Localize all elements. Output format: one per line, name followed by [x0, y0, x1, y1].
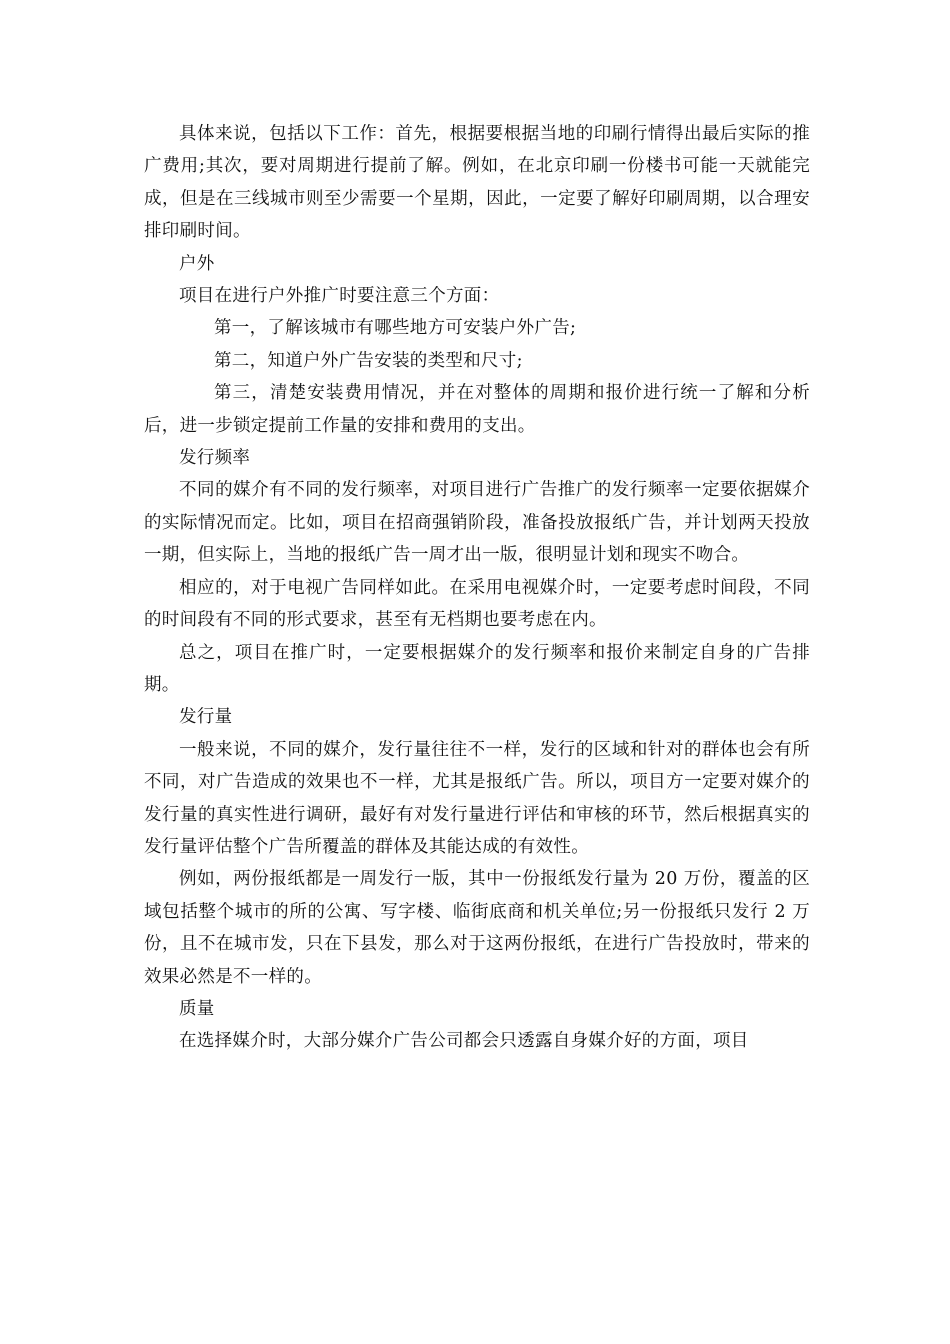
- paragraph-circulation-2: 例如，两份报纸都是一周发行一版，其中一份报纸发行量为 20 万份，覆盖的区域包括整个城市的所的公寓、写字楼、临街底商和机关单位;另一份报纸只发行 2 万份，且不在城市发，只在下县发，那么对于这两份报纸，在进行广告投放时，带来的效果必然是不一样的。: [144, 869, 810, 987]
- paragraph-printing-cost: 具体来说，包括以下工作：首先，根据要根据当地的印刷行情得出最后实际的推广费用;其次，要对周期进行提前了解。例如，在北京印刷一份楼书可能一天就能完成，但是在三线城市则至少需要一个星期，因此，一定要了解好印刷周期，以合理安排印刷时间。: [144, 124, 810, 242]
- list-item-outdoor-3: 第三，清楚安装费用情况，并在对整体的周期和报价进行统一了解和分析后，进一步锁定提前工作量的安排和费用的支出。: [144, 383, 810, 436]
- paragraph-circulation-1: 一般来说，不同的媒介，发行量往往不一样，发行的区域和针对的群体也会有所不同，对广告造成的效果也不一样，尤其是报纸广告。所以，项目方一定要对媒介的发行量的真实性进行调研，最好有对发行量进行评估和审核的环节，然后根据真实的发行量评估整个广告所覆盖的群体及其能达成的有效性。: [144, 739, 810, 857]
- list-item-outdoor-1: 第一，了解该城市有哪些地方可安装户外广告;: [214, 318, 577, 339]
- paragraph-quality-1: 在选择媒介时，大部分媒介广告公司都会只透露自身媒介好的方面，项目: [179, 1031, 749, 1052]
- section-heading-outdoor: 户外: [179, 253, 215, 274]
- paragraph-frequency-3: 总之，项目在推广时，一定要根据媒介的发行频率和报价来制定自身的广告排期。: [144, 642, 810, 695]
- list-item-outdoor-2: 第二，知道户外广告安装的类型和尺寸;: [214, 350, 523, 371]
- section-heading-quality: 质量: [179, 998, 215, 1019]
- paragraph-outdoor-intro: 项目在进行户外推广时要注意三个方面：: [179, 286, 500, 307]
- section-heading-circulation: 发行量: [179, 707, 233, 728]
- paragraph-frequency-1: 不同的媒介有不同的发行频率，对项目进行广告推广的发行频率一定要依据媒介的实际情况而定。比如，项目在招商强销阶段，准备投放报纸广告，并计划两天投放一期，但实际上，当地的报纸广告一周才出一版，很明显计划和现实不吻合。: [144, 480, 810, 566]
- section-heading-frequency: 发行频率: [179, 448, 251, 469]
- paragraph-frequency-2: 相应的，对于电视广告同样如此。在采用电视媒介时，一定要考虑时间段，不同的时间段有不同的形式要求，甚至有无档期也要考虑在内。: [144, 577, 810, 631]
